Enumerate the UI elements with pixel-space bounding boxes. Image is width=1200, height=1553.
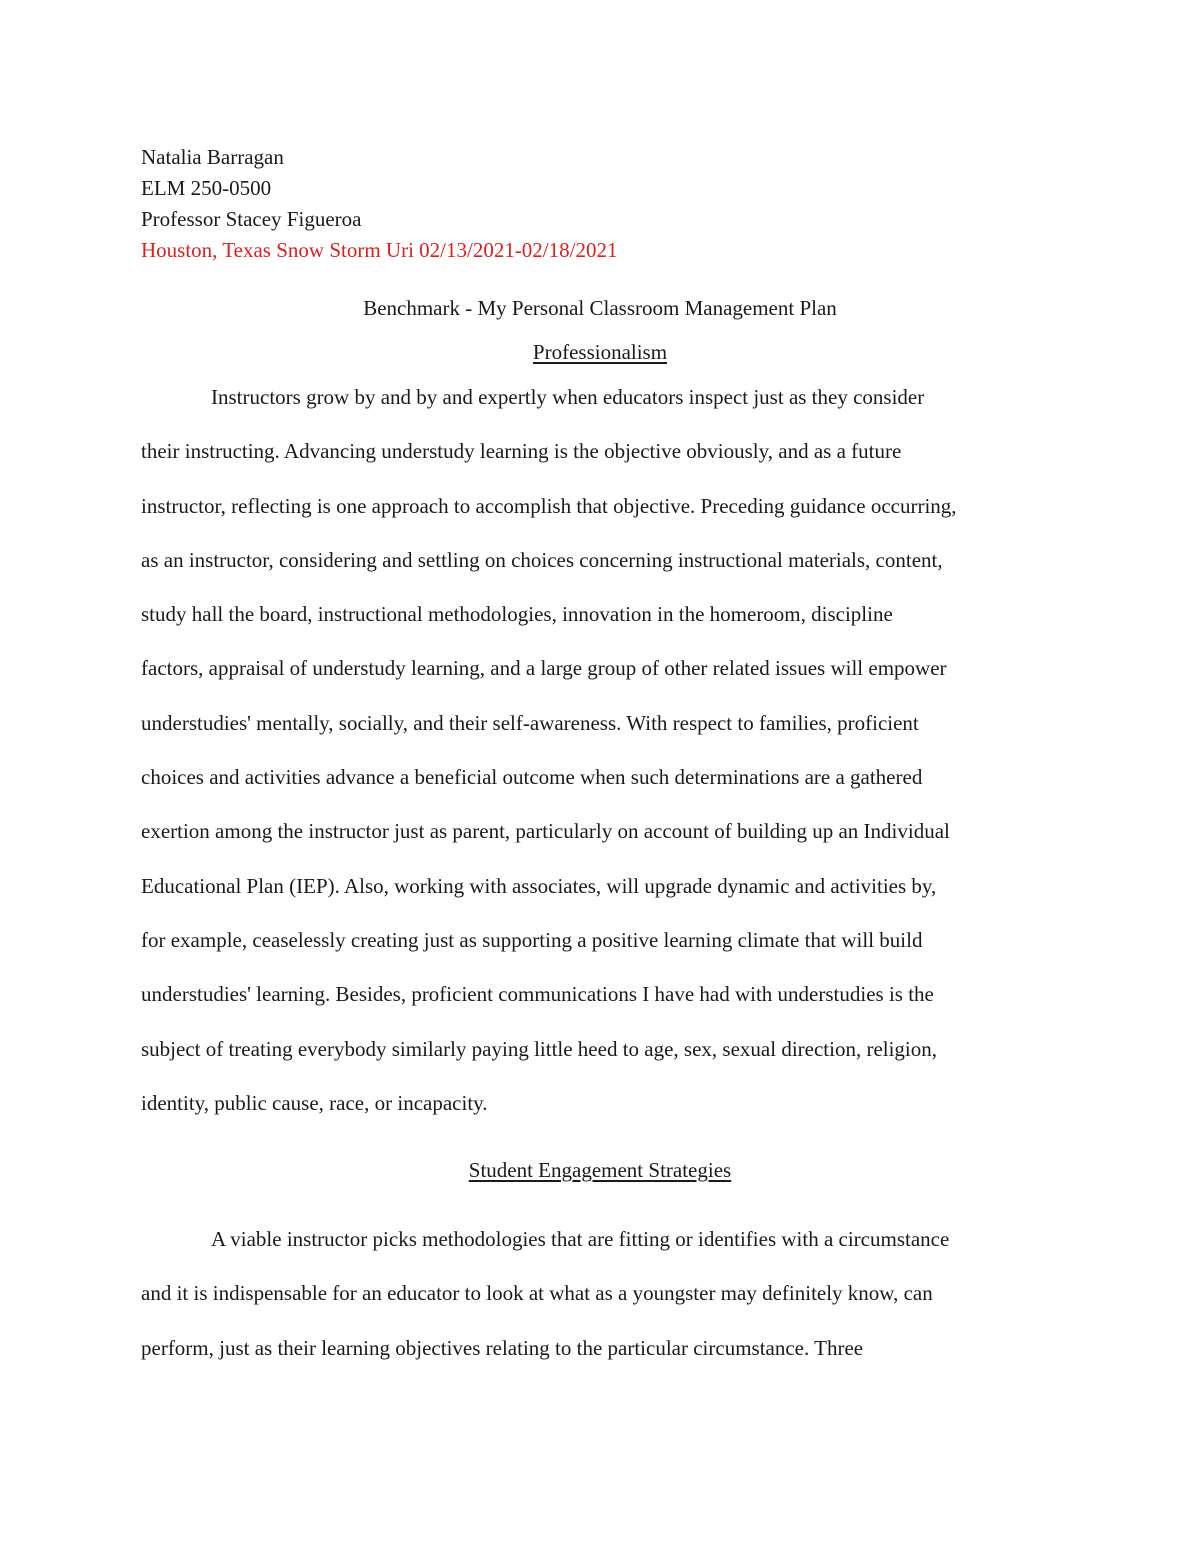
section-heading-text: Professionalism bbox=[532, 340, 668, 364]
paragraph-line: exertion among the instructor just as parent, particularly on account of building up an Individual bbox=[141, 819, 950, 844]
paragraph-line: as an instructor, considering and settling on choices concerning instructional materials, content, bbox=[141, 547, 943, 572]
paragraph-line: subject of treating everybody similarly paying little heed to age, sex, sexual direction, religion, bbox=[141, 1036, 938, 1061]
paragraph-line: Educational Plan (IEP). Also, working with associates, will upgrade dynamic and activities by, bbox=[141, 873, 937, 898]
section-heading-engagement bbox=[0, 1155, 1200, 1185]
paragraph-line: identity, public cause, race, or incapacity. bbox=[141, 1090, 488, 1115]
author-name: Natalia Barragan bbox=[141, 145, 284, 169]
section-heading-text: Student Engagement Strategies bbox=[468, 1158, 732, 1182]
paragraph-line: study hall the board, instructional methodologies, innovation in the homeroom, discipline bbox=[141, 602, 893, 627]
course-code: ELM 250-0500 bbox=[141, 176, 272, 200]
paragraph-line: choices and activities advance a beneficial outcome when such determinations are a gathered bbox=[141, 765, 923, 790]
paragraph-engagement bbox=[141, 1212, 1081, 1375]
professor-name: Professor Stacey Figueroa bbox=[141, 207, 362, 231]
paragraph-professionalism bbox=[141, 370, 1081, 1130]
paragraph-line: perform, just as their learning objectives relating to the particular circumstance. Three bbox=[141, 1335, 864, 1360]
paragraph-line: their instructing. Advancing understudy learning is the objective obviously, and as a future bbox=[141, 439, 902, 464]
document-title: Benchmark - My Personal Classroom Management Plan bbox=[363, 296, 837, 320]
paragraph-line: understudies' mentally, socially, and their self-awareness. With respect to families, proficient bbox=[141, 710, 919, 735]
paragraph-line: Instructors grow by and by and expertly when educators inspect just as they consider bbox=[211, 385, 925, 409]
paragraph-line: factors, appraisal of understudy learning, and a large group of other related issues will empower bbox=[141, 656, 947, 681]
paragraph-line: A viable instructor picks methodologies that are fitting or identifies with a circumstance bbox=[211, 1227, 950, 1251]
paragraph-line: understudies' learning. Besides, proficient communications I have had with understudies is the bbox=[141, 982, 934, 1007]
section-heading-professionalism bbox=[0, 337, 1200, 367]
storm-note: Houston, Texas Snow Storm Uri 02/13/2021-02/18/2021 bbox=[141, 238, 618, 262]
paragraph-line: instructor, reflecting is one approach to accomplish that objective. Preceding guidance occurring, bbox=[141, 493, 957, 518]
header-block bbox=[141, 142, 1061, 266]
paragraph-line: and it is indispensable for an educator to look at what as a youngster may definitely know, can bbox=[141, 1281, 933, 1306]
paragraph-line: for example, ceaselessly creating just as supporting a positive learning climate that will build bbox=[141, 927, 923, 952]
